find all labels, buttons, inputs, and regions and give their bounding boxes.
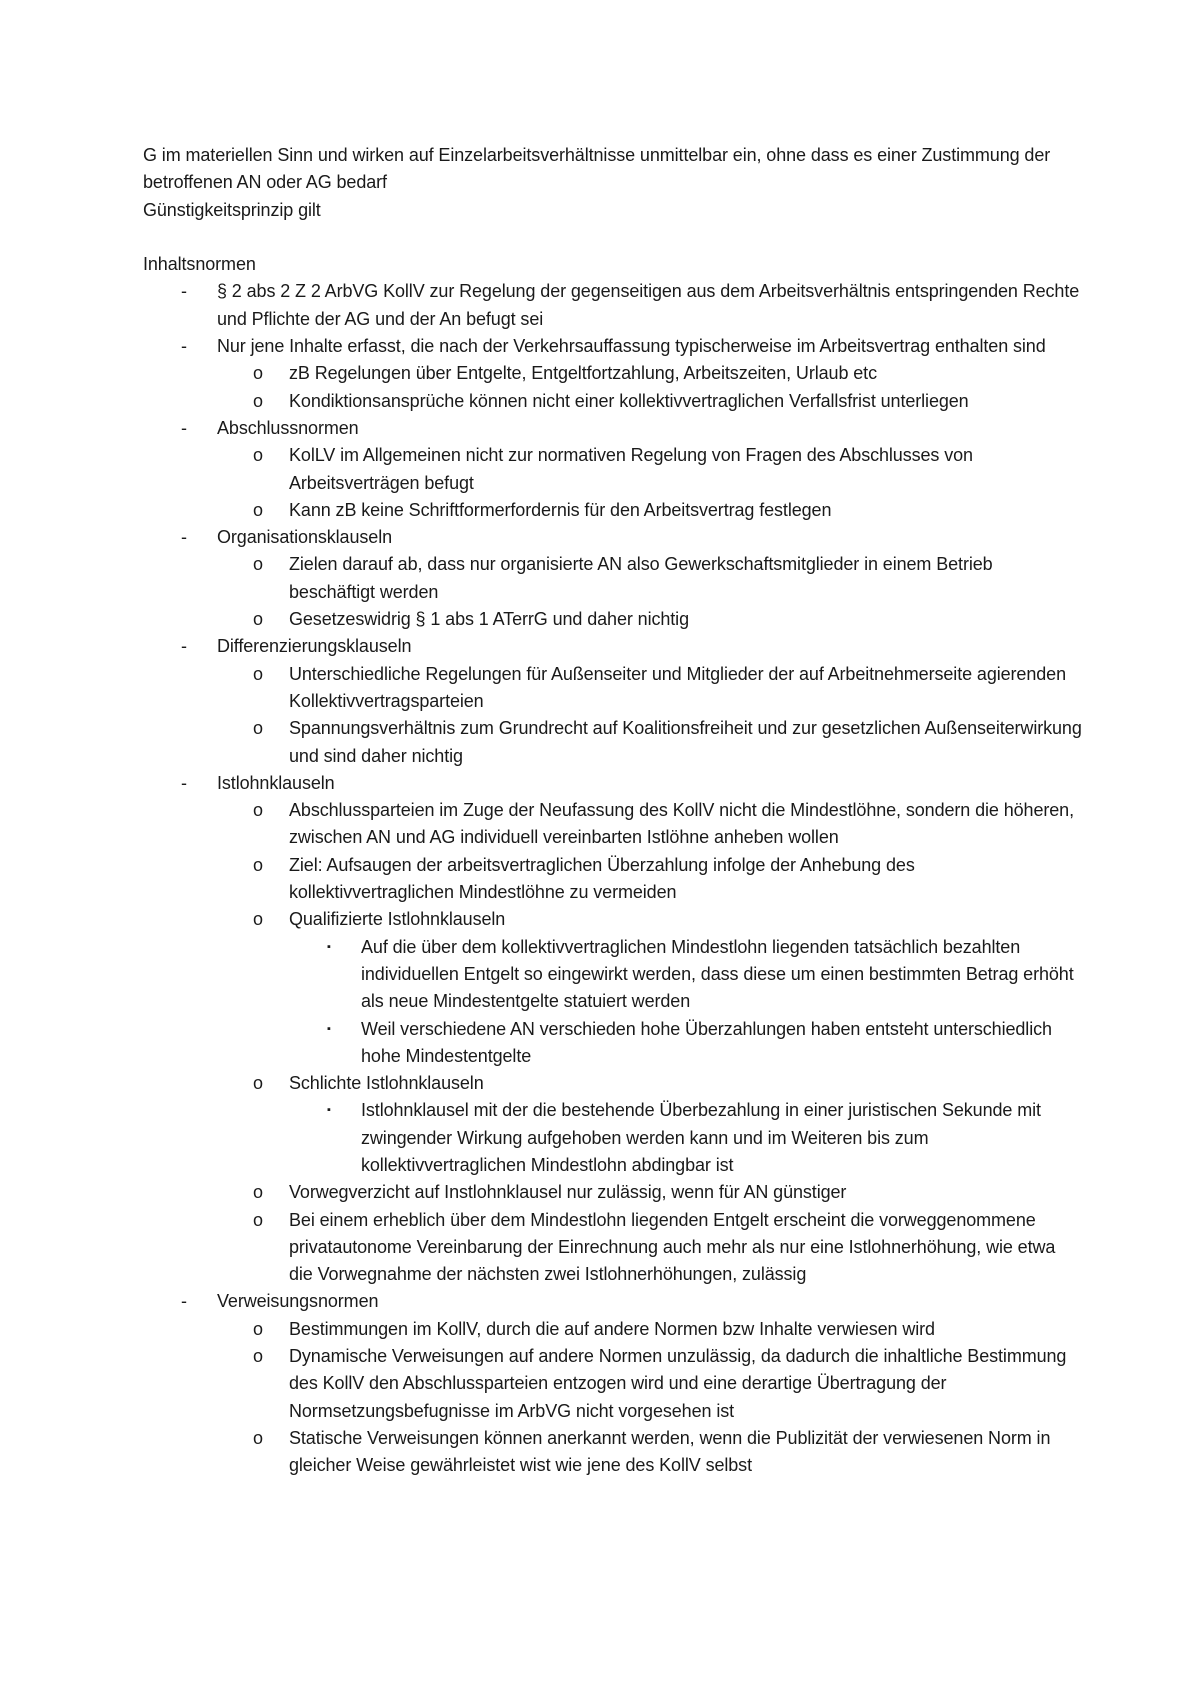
sub-sub-list-item-text: Auf die über dem kollektivvertraglichen Mindestlohn liegenden tatsächlich bezahlten individuellen Entgelt so eingewirkt werden, dass diese um einen bestimmten Betrag erhöht als neue Mindestentgelte statuiert werden <box>361 936 1074 1012</box>
dash-bullet: - <box>181 281 187 302</box>
sub-list-item <box>217 442 1083 497</box>
sub-sub-list-item-text: Istlohnklausel mit der die bestehende Überbezahlung in einer juristischen Sekunde mit zwingender Wirkung aufgehoben werden kann und im Weiteren bis zum kollektivvertraglichen Mindestlohn abdingbar ist <box>361 1100 1041 1175</box>
list-item <box>143 524 1083 633</box>
sub-list-item <box>217 852 1083 907</box>
sub-list-item <box>217 715 1083 770</box>
circle-bullet: o <box>253 1318 263 1339</box>
list-item-text: Verweisungsnormen <box>217 1291 379 1312</box>
sub-sub-list-item <box>289 1097 1083 1179</box>
sub-list <box>217 442 1083 524</box>
dash-bullet: - <box>181 527 187 548</box>
sub-list-item-text: Kondiktionsansprüche können nicht einer kollektivvertraglichen Verfallsfrist unterliegen <box>289 390 969 411</box>
sub-sub-list-item <box>289 1016 1083 1071</box>
sub-list <box>217 661 1083 770</box>
sub-list-item <box>217 906 1083 1070</box>
circle-bullet: o <box>253 363 263 384</box>
intro-note: Günstigkeitsprinzip gilt <box>143 199 321 220</box>
sub-list-item-text: KolLV im Allgemeinen nicht zur normativen Regelung von Fragen des Abschlusses von Arbeitsverträgen befugt <box>289 445 973 493</box>
sub-list-item-text: Statische Verweisungen können anerkannt werden, wenn die Publizität der verwiesenen Norm in gleicher Weise gewährleistet wist wie jene des KollV selbst <box>289 1427 1051 1476</box>
document-body <box>143 142 1083 1480</box>
sub-list-item <box>217 551 1083 606</box>
sub-list-item-text: zB Regelungen über Entgelte, Entgeltfortzahlung, Arbeitszeiten, Urlaub etc <box>289 363 877 384</box>
sub-sub-list-item <box>289 934 1083 1016</box>
dash-bullet: - <box>181 336 187 357</box>
dash-bullet: - <box>181 772 187 793</box>
sub-sub-list <box>289 934 1083 1070</box>
sub-list-item <box>217 360 1083 387</box>
sub-list-item-text: Schlichte Istlohnklauseln <box>289 1073 484 1094</box>
circle-bullet: o <box>253 499 263 520</box>
square-bullet: ▪ <box>327 1022 331 1035</box>
sub-list-item <box>217 661 1083 716</box>
sub-list-item-text: Bestimmungen im KollV, durch die auf andere Normen bzw Inhalte verwiesen wird <box>289 1318 935 1339</box>
circle-bullet: o <box>253 1427 263 1448</box>
sub-list-item <box>217 1343 1083 1425</box>
dash-bullet: - <box>181 417 187 438</box>
circle-bullet: o <box>253 1346 263 1367</box>
sub-list-item <box>217 1179 1083 1206</box>
list-item-text: Differenzierungsklauseln <box>217 636 412 657</box>
section-heading: Inhaltsnormen <box>143 254 256 275</box>
list-item-text: Organisationsklauseln <box>217 527 392 548</box>
circle-bullet: o <box>253 909 263 930</box>
list-item-text: Istlohnklauseln <box>217 772 335 793</box>
sub-list-item-text: Zielen darauf ab, dass nur organisierte AN also Gewerkschaftsmitglieder in einem Betrieb beschäftigt werden <box>289 554 993 602</box>
outline-list <box>143 278 1083 1479</box>
sub-list-item <box>217 1425 1083 1480</box>
sub-list-item <box>217 1316 1083 1343</box>
sub-list-item-text: Ziel: Aufsaugen der arbeitsvertraglichen Überzahlung infolge der Anhebung des kollektivvertraglichen Mindestlöhne zu vermeiden <box>289 854 915 903</box>
circle-bullet: o <box>253 800 263 821</box>
list-item <box>143 333 1083 415</box>
circle-bullet: o <box>253 390 263 411</box>
sub-list-item <box>217 1207 1083 1289</box>
sub-list <box>217 797 1083 1288</box>
circle-bullet: o <box>253 1182 263 1203</box>
square-bullet: ▪ <box>327 940 331 953</box>
sub-sub-list <box>289 1097 1083 1179</box>
sub-list-item-text: Kann zB keine Schriftformerfordernis für den Arbeitsvertrag festlegen <box>289 499 832 520</box>
sub-sub-list-item-text: Weil verschiedene AN verschieden hohe Überzahlungen haben entsteht unterschiedlich hohe Mindestentgelte <box>361 1018 1052 1066</box>
list-item-text: Nur jene Inhalte erfasst, die nach der Verkehrsauffassung typischerweise im Arbeitsvertrag enthalten sind <box>217 336 1046 357</box>
sub-list-item-text: Gesetzeswidrig § 1 abs 1 ATerrG und daher nichtig <box>289 609 689 630</box>
intro-paragraph: G im materiellen Sinn und wirken auf Einzelarbeitsverhältnisse unmittelbar ein, ohne dass es einer Zustimmung der betroffenen AN oder AG bedarf <box>143 145 1051 193</box>
sub-list-item <box>217 388 1083 415</box>
square-bullet: ▪ <box>327 1104 331 1117</box>
circle-bullet: o <box>253 554 263 575</box>
sub-list-item-text: Vorwegverzicht auf Instlohnklausel nur zulässig, wenn für AN günstiger <box>289 1182 847 1203</box>
sub-list <box>217 360 1083 415</box>
sub-list-item <box>217 497 1083 524</box>
circle-bullet: o <box>253 609 263 630</box>
sub-list-item-text: Qualifizierte Istlohnklauseln <box>289 909 506 930</box>
sub-list-item <box>217 606 1083 633</box>
sub-list-item-text: Bei einem erheblich über dem Mindestlohn liegenden Entgelt erscheint die vorweggenommene privatautonome Vereinbarung der Einrechnung auch mehr als nur eine Istlohnerhöhung, wie etwa die Vorwegnahme der nächsten zwei Istlohnerhöhungen, zulässig <box>289 1209 1056 1285</box>
sub-list-item-text: Spannungsverhältnis zum Grundrecht auf Koalitionsfreiheit und zur gesetzlichen Außenseiterwirkung und sind daher nichtig <box>289 718 1082 766</box>
sub-list <box>217 1316 1083 1480</box>
circle-bullet: o <box>253 1073 263 1094</box>
list-item-text: Abschlussnormen <box>217 417 359 438</box>
list-item <box>143 415 1083 524</box>
list-item <box>143 278 1083 333</box>
sub-list-item-text: Dynamische Verweisungen auf andere Normen unzulässig, da dadurch die inhaltliche Bestimmung des KollV den Abschlussparteien entzogen wird und eine derartige Übertragung der Normsetzungsbefugnisse im ArbVG nicht vorgesehen ist <box>289 1346 1067 1421</box>
sub-list <box>217 551 1083 633</box>
circle-bullet: o <box>253 663 263 684</box>
list-item <box>143 770 1083 1289</box>
list-item <box>143 633 1083 769</box>
sub-list-item-text: Unterschiedliche Regelungen für Außenseiter und Mitglieder der auf Arbeitnehmerseite agierenden Kollektivvertragsparteien <box>289 663 1066 711</box>
circle-bullet: o <box>253 718 263 739</box>
blank-line <box>143 224 1083 251</box>
circle-bullet: o <box>253 854 263 875</box>
circle-bullet: o <box>253 445 263 466</box>
list-item <box>143 1288 1083 1479</box>
sub-list-item-text: Abschlussparteien im Zuge der Neufassung des KollV nicht die Mindestlöhne, sondern die höheren, zwischen AN und AG individuell vereinbarten Istlöhne anheben wollen <box>289 800 1074 848</box>
dash-bullet: - <box>181 636 187 657</box>
circle-bullet: o <box>253 1209 263 1230</box>
dash-bullet: - <box>181 1291 187 1312</box>
sub-list-item <box>217 1070 1083 1179</box>
list-item-text: § 2 abs 2 Z 2 ArbVG KollV zur Regelung der gegenseitigen aus dem Arbeitsverhältnis entspringenden Rechte und Pflichte der AG und der An befugt sei <box>217 281 1080 329</box>
sub-list-item <box>217 797 1083 852</box>
